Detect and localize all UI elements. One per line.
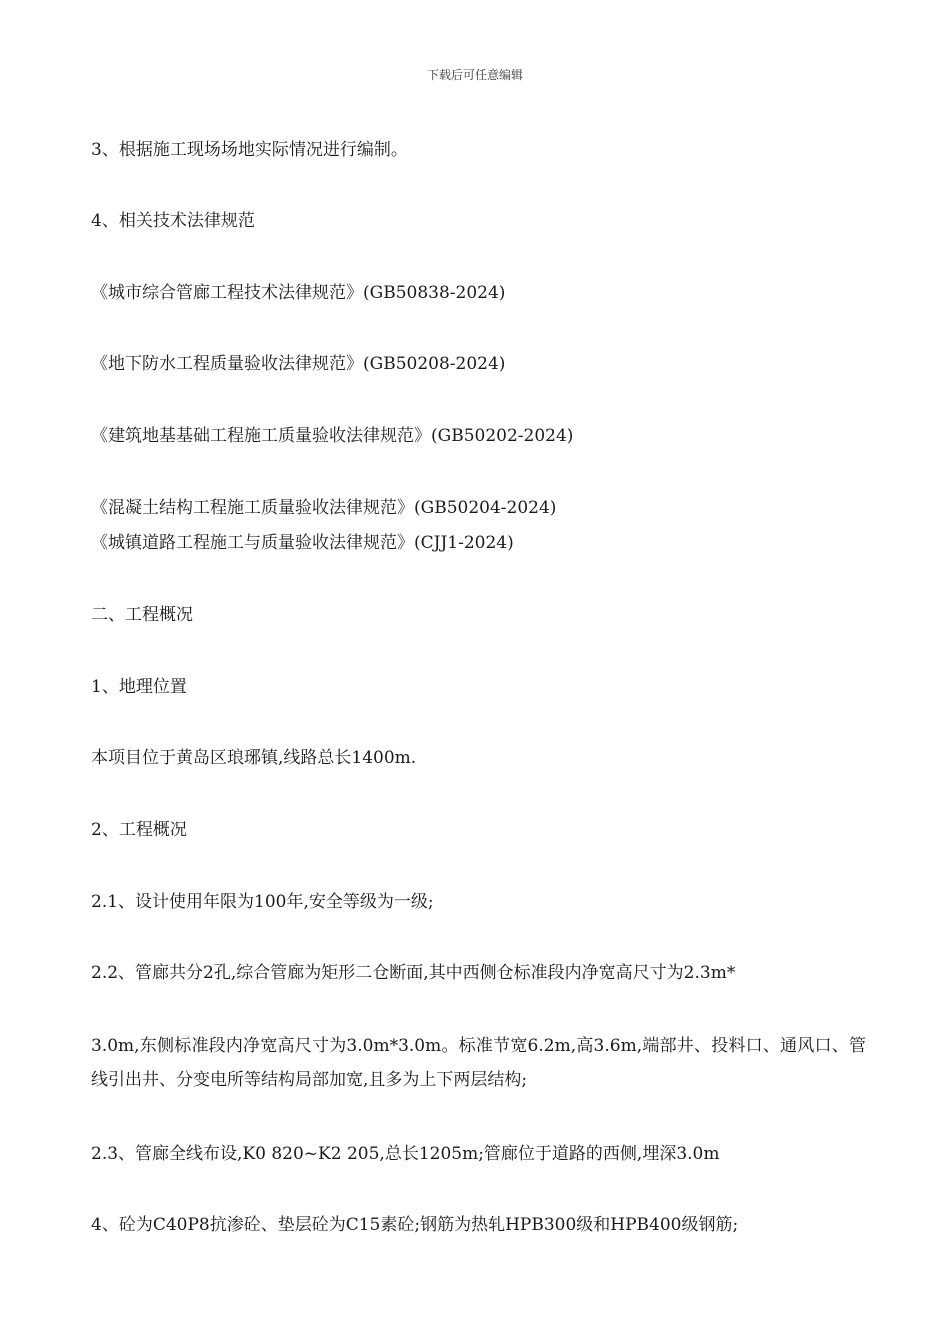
basis-item-3: 3、根据施工现场场地实际情况进行编制。	[91, 140, 408, 160]
section-title-overview: 二、工程概况	[91, 605, 193, 625]
standard-gb50202: 《建筑地基基础工程施工质量验收法律规范》(GB50202-2024)	[91, 426, 574, 446]
overview-item-2-3: 2.3、管廊全线布设,K0 820~K2 205,总长1205m;管廊位于道路的西侧,埋深3.0m	[91, 1144, 720, 1164]
subsection-overview: 2、工程概况	[91, 820, 187, 840]
page-header: 下载后可任意编辑	[426, 68, 523, 82]
overview-item-2-1: 2.1、设计使用年限为100年,安全等级为一级;	[91, 892, 434, 912]
overview-item-2-2: 2.2、管廊共分2孔,综合管廊为矩形二仓断面,其中西侧仓标准段内净宽高尺寸为2.3m*	[91, 963, 736, 983]
location-text: 本项目位于黄岛区琅琊镇,线路总长1400m.	[91, 748, 417, 768]
basis-item-4: 4、相关技术法律规范	[91, 211, 255, 231]
subsection-location: 1、地理位置	[91, 677, 187, 697]
standard-gb50208: 《地下防水工程质量验收法律规范》(GB50208-2024)	[91, 354, 506, 374]
standard-cjj1: 《城镇道路工程施工与质量验收法律规范》(CJJ1-2024)	[91, 533, 514, 553]
standard-gb50204: 《混凝土结构工程施工质量验收法律规范》(GB50204-2024)	[91, 498, 557, 518]
overview-item-2-2-cont: 3.0m,东侧标准段内净宽高尺寸为3.0m*3.0m。标准节宽6.2m,高3.6m,端部井、投料口、通风口、管线引出井、分变电所等结构局部加宽,且多为上下两层结构;	[91, 1036, 866, 1090]
standard-gb50838: 《城市综合管廊工程技术法律规范》(GB50838-2024)	[91, 283, 506, 303]
overview-item-4: 4、砼为C40P8抗渗砼、垫层砼为C15素砼;钢筋为热轧HPB300级和HPB400级钢筋;	[91, 1215, 739, 1235]
